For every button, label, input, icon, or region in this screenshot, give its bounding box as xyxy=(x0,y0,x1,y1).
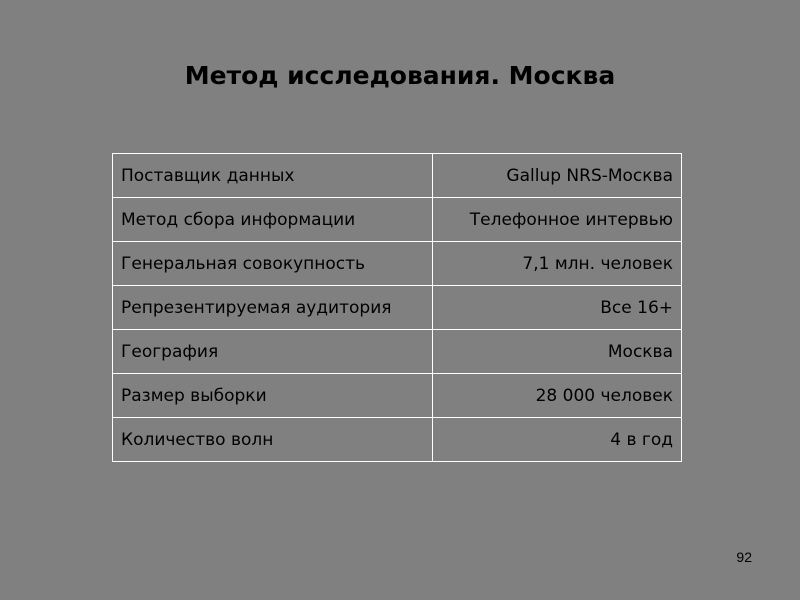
table-row xyxy=(113,154,682,198)
row-value-sample-size: 28 000 человек xyxy=(433,374,682,418)
row-value-audience: Все 16+ xyxy=(433,286,682,330)
table-row xyxy=(113,418,682,462)
slide-title: Метод исследования. Москва xyxy=(184,61,616,90)
row-label-geography: География xyxy=(113,330,433,374)
row-value-geography: Москва xyxy=(433,330,682,374)
table-row xyxy=(113,286,682,330)
table-row xyxy=(113,242,682,286)
table-body xyxy=(113,154,682,462)
row-label-audience: Репрезентируемая аудитория xyxy=(113,286,433,330)
row-value-waves: 4 в год xyxy=(433,418,682,462)
row-value-population: 7,1 млн. человек xyxy=(433,242,682,286)
row-label-collection-method: Метод сбора информации xyxy=(113,198,433,242)
table-row xyxy=(113,330,682,374)
row-label-sample-size: Размер выборки xyxy=(113,374,433,418)
row-label-population: Генеральная совокупность xyxy=(113,242,433,286)
row-label-data-provider: Поставщик данных xyxy=(113,154,433,198)
research-method-table xyxy=(112,153,682,462)
row-value-data-provider: Gallup NRS-Москва xyxy=(433,154,682,198)
row-label-waves: Количество волн xyxy=(113,418,433,462)
table-row xyxy=(113,374,682,418)
row-value-collection-method: Телефонное интервью xyxy=(433,198,682,242)
table-row xyxy=(113,198,682,242)
page-number: 92 xyxy=(736,549,752,565)
